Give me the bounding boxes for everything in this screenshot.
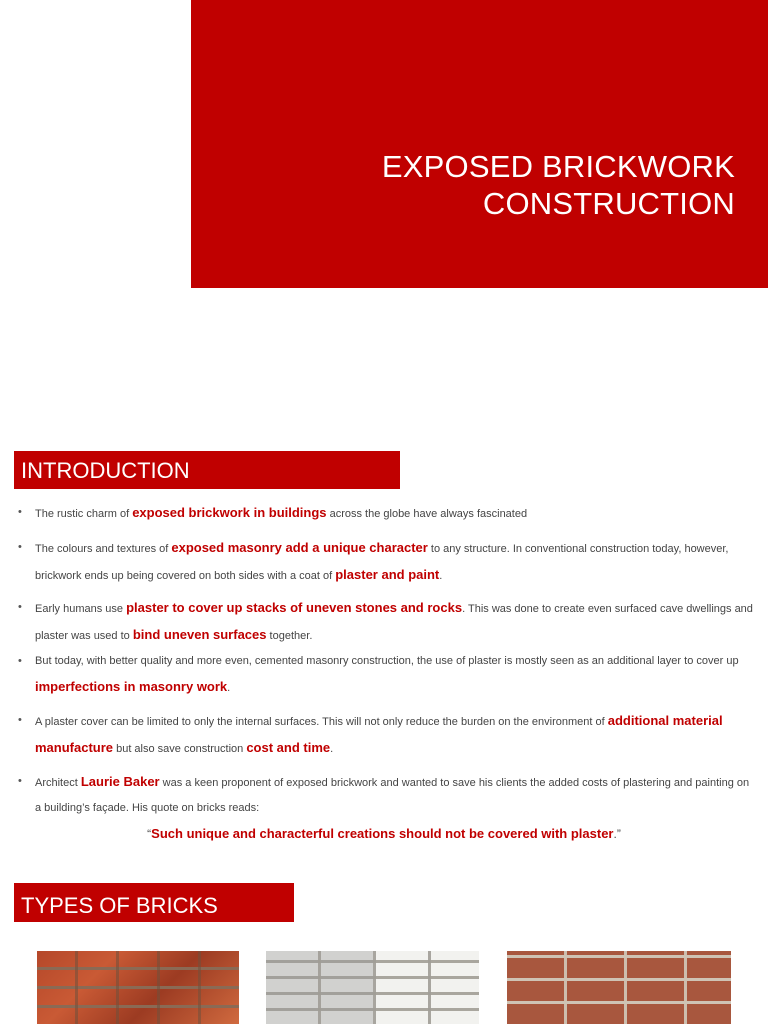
- title-line-1: EXPOSED BRICKWORK: [381, 149, 735, 184]
- bullet-1: [17, 500, 753, 527]
- title-line-2: CONSTRUCTION: [482, 186, 735, 221]
- bullet-text: across the globe have always fascinated: [326, 508, 528, 520]
- bullet-text: together.: [266, 630, 313, 642]
- page-title: [382, 148, 735, 222]
- types-of-bricks-heading: TYPES OF BRICKS: [14, 883, 294, 922]
- bullet-text: . This was done to create even surfaced cave dwellings and plaster was used to: [35, 603, 753, 642]
- bullet-2: [17, 535, 753, 589]
- bullet-4: [17, 649, 753, 701]
- bullet-text: But today, with better quality and more even, cemented masonry construction, the use of plaster is mostly seen as an additional layer to cover up: [35, 655, 739, 667]
- quote-open: “: [147, 827, 152, 841]
- baker-quote: [0, 826, 768, 841]
- quote-close: .”: [613, 827, 621, 841]
- quote-text: Such unique and characterful creations should not be covered with plaster: [151, 826, 614, 841]
- bullet-text: .: [439, 570, 443, 582]
- title-banner: [191, 0, 768, 288]
- highlight-text: exposed brickwork in buildings: [132, 505, 327, 520]
- highlight-text: plaster and paint: [335, 567, 440, 582]
- bullet-5: [17, 708, 753, 762]
- highlight-text: Laurie Baker: [80, 774, 160, 789]
- introduction-heading: INTRODUCTION: [14, 451, 400, 489]
- highlight-text: plaster to cover up stacks of uneven stones and rocks: [126, 600, 463, 615]
- bullet-text: but also save construction: [113, 743, 247, 755]
- highlight-text: imperfections in masonry work: [35, 679, 228, 694]
- bullet-text: Architect: [35, 777, 81, 789]
- red-brick-image: [37, 951, 239, 1024]
- bullet-text: The rustic charm of: [35, 508, 133, 520]
- bullet-text: to any structure. In conventional construction today, however, brickwork ends up being covered on both sides with a coat of: [35, 543, 729, 582]
- highlight-text: bind uneven surfaces: [132, 627, 267, 642]
- highlight-text: exposed masonry add a unique character: [171, 540, 428, 555]
- highlight-text: cost and time: [246, 740, 331, 755]
- bullet-text: The colours and textures of: [35, 543, 172, 555]
- bullet-text: was a keen proponent of exposed brickwork and wanted to save his clients the added costs of plastering and painting on a building’s façade. His quote on bricks reads:: [35, 777, 750, 814]
- white-brick-image: [266, 951, 479, 1024]
- highlight-text: additional material manufacture: [35, 713, 723, 755]
- bullet-text: .: [227, 682, 231, 694]
- bullet-text: Early humans use: [35, 603, 127, 615]
- bullet-3: [17, 595, 753, 649]
- bullet-text: .: [330, 743, 334, 755]
- clay-brick-image: [507, 951, 731, 1024]
- bullet-text: A plaster cover can be limited to only the internal surfaces. This will not only reduce the burden on the environment of: [35, 716, 608, 728]
- bullet-6: [17, 769, 753, 821]
